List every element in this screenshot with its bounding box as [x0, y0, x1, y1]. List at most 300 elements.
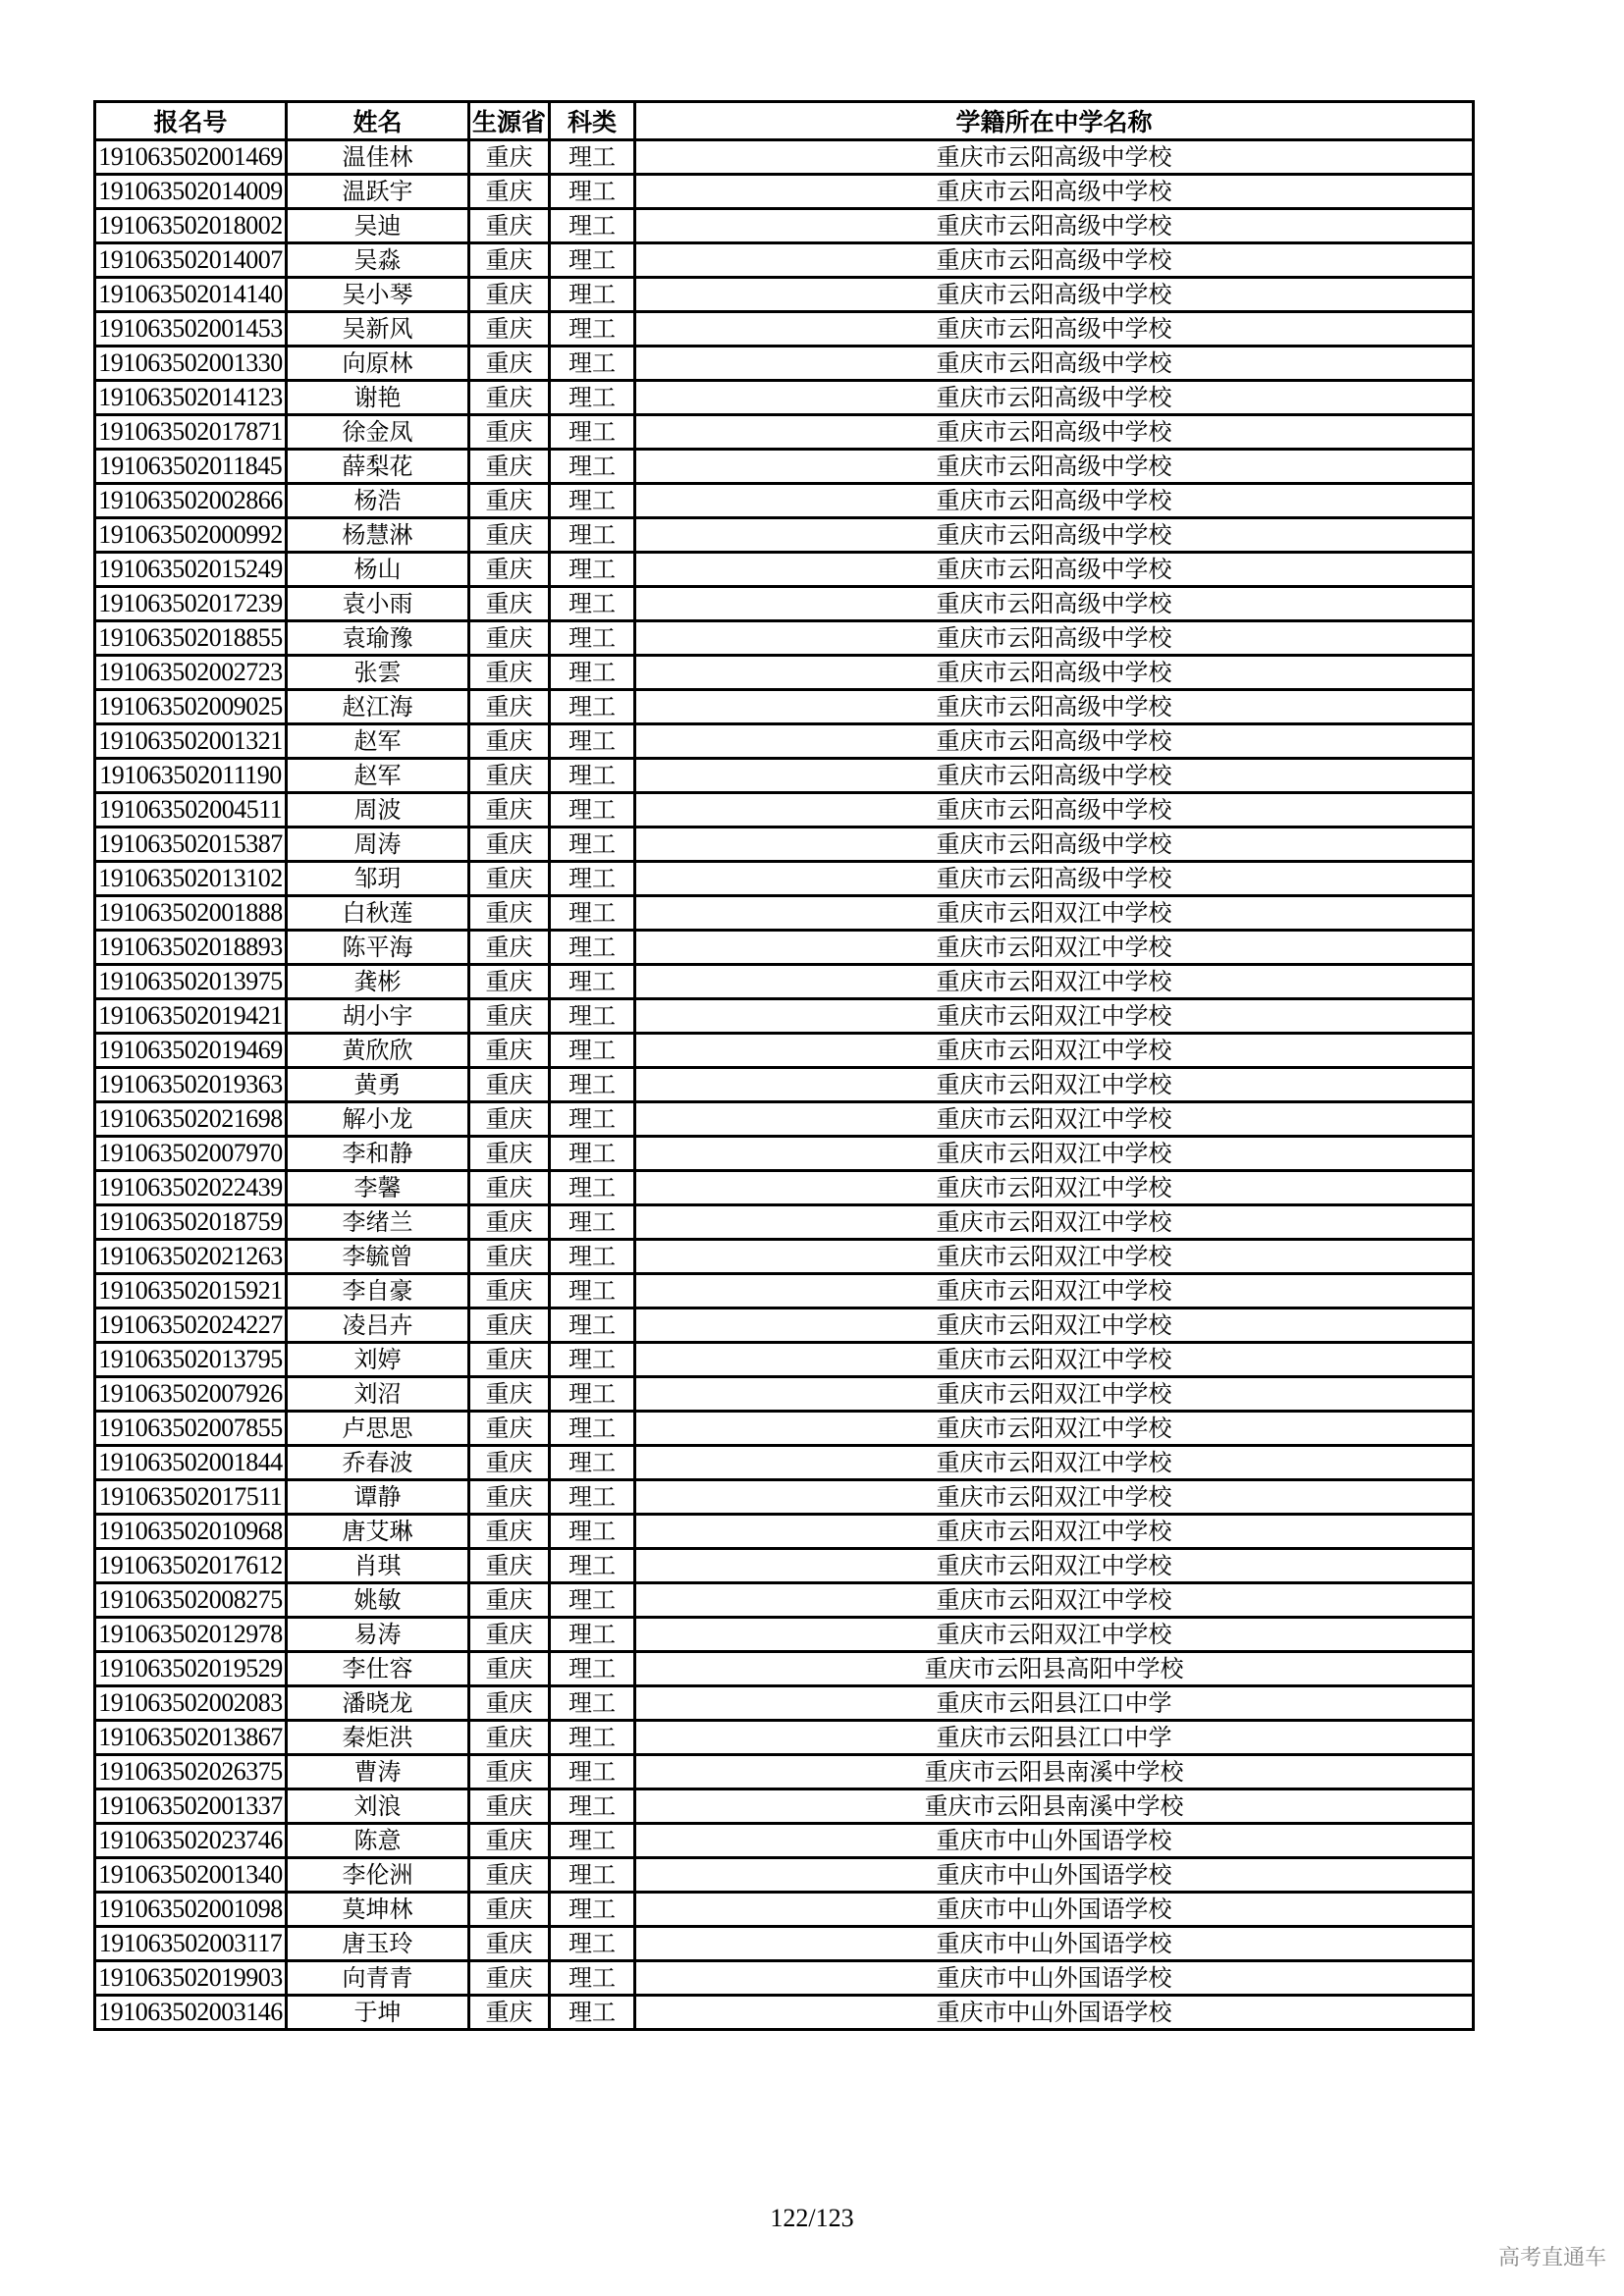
- cell-school: 重庆市中山外国语学校: [635, 1858, 1474, 1893]
- cell-school: 重庆市云阳高级中学校: [635, 862, 1474, 896]
- cell-name: 谭静: [287, 1480, 469, 1515]
- cell-province: 重庆: [469, 175, 550, 209]
- cell-registration-number: 191063502024227: [95, 1308, 287, 1343]
- header-school: 学籍所在中学名称: [635, 102, 1474, 140]
- cell-registration-number: 191063502007855: [95, 1412, 287, 1446]
- cell-name: 曹涛: [287, 1755, 469, 1789]
- table-row: [95, 209, 1474, 243]
- cell-registration-number: 191063502026375: [95, 1755, 287, 1789]
- cell-category: 理工: [550, 1927, 635, 1961]
- table-row: [95, 896, 1474, 931]
- table-row: [95, 415, 1474, 450]
- cell-name: 吴新风: [287, 312, 469, 347]
- cell-registration-number: 191063502014123: [95, 381, 287, 415]
- table-row: [95, 1137, 1474, 1171]
- cell-registration-number: 191063502001844: [95, 1446, 287, 1480]
- cell-school: 重庆市云阳双江中学校: [635, 965, 1474, 999]
- cell-name: 龚彬: [287, 965, 469, 999]
- cell-school: 重庆市云阳双江中学校: [635, 1412, 1474, 1446]
- cell-province: 重庆: [469, 1583, 550, 1618]
- table-row: [95, 1824, 1474, 1858]
- table-row: [95, 1927, 1474, 1961]
- cell-school: 重庆市云阳双江中学校: [635, 1343, 1474, 1377]
- cell-registration-number: 191063502014009: [95, 175, 287, 209]
- cell-province: 重庆: [469, 518, 550, 553]
- table-row: [95, 999, 1474, 1034]
- cell-school: 重庆市中山外国语学校: [635, 1996, 1474, 2030]
- cell-registration-number: 191063502011190: [95, 759, 287, 793]
- cell-name: 李毓曾: [287, 1240, 469, 1274]
- cell-registration-number: 191063502010968: [95, 1515, 287, 1549]
- cell-name: 李绪兰: [287, 1205, 469, 1240]
- cell-category: 理工: [550, 312, 635, 347]
- cell-school: 重庆市云阳双江中学校: [635, 1618, 1474, 1652]
- cell-category: 理工: [550, 209, 635, 243]
- cell-category: 理工: [550, 553, 635, 587]
- cell-province: 重庆: [469, 243, 550, 278]
- table-row: [95, 1618, 1474, 1652]
- table-row: [95, 1308, 1474, 1343]
- table-row: [95, 450, 1474, 484]
- cell-registration-number: 191063502008275: [95, 1583, 287, 1618]
- cell-category: 理工: [550, 140, 635, 175]
- cell-registration-number: 191063502001469: [95, 140, 287, 175]
- table-row: [95, 243, 1474, 278]
- table-row: [95, 724, 1474, 759]
- cell-registration-number: 191063502018759: [95, 1205, 287, 1240]
- cell-province: 重庆: [469, 621, 550, 656]
- cell-school: 重庆市云阳双江中学校: [635, 1446, 1474, 1480]
- table-row: [95, 587, 1474, 621]
- cell-registration-number: 191063502002723: [95, 656, 287, 690]
- cell-school: 重庆市云阳县高阳中学校: [635, 1652, 1474, 1686]
- cell-province: 重庆: [469, 1412, 550, 1446]
- cell-province: 重庆: [469, 140, 550, 175]
- cell-school: 重庆市云阳双江中学校: [635, 1034, 1474, 1068]
- cell-category: 理工: [550, 1034, 635, 1068]
- cell-category: 理工: [550, 415, 635, 450]
- cell-registration-number: 191063502000992: [95, 518, 287, 553]
- cell-school: 重庆市云阳双江中学校: [635, 1102, 1474, 1137]
- cell-school: 重庆市云阳高级中学校: [635, 724, 1474, 759]
- cell-name: 黄勇: [287, 1068, 469, 1102]
- cell-category: 理工: [550, 1721, 635, 1755]
- cell-name: 袁小雨: [287, 587, 469, 621]
- cell-registration-number: 191063502009025: [95, 690, 287, 724]
- cell-name: 赵军: [287, 759, 469, 793]
- cell-registration-number: 191063502001888: [95, 896, 287, 931]
- cell-school: 重庆市云阳高级中学校: [635, 175, 1474, 209]
- cell-registration-number: 191063502002083: [95, 1686, 287, 1721]
- cell-province: 重庆: [469, 553, 550, 587]
- table-row: [95, 518, 1474, 553]
- table-row: [95, 553, 1474, 587]
- cell-school: 重庆市中山外国语学校: [635, 1927, 1474, 1961]
- table-body: [95, 140, 1474, 2030]
- cell-name: 唐玉玲: [287, 1927, 469, 1961]
- table-row: [95, 1583, 1474, 1618]
- table-row: [95, 1996, 1474, 2030]
- admissions-table: [93, 100, 1475, 2031]
- cell-registration-number: 191063502007926: [95, 1377, 287, 1412]
- cell-province: 重庆: [469, 1996, 550, 2030]
- cell-school: 重庆市云阳县南溪中学校: [635, 1789, 1474, 1824]
- cell-school: 重庆市云阳双江中学校: [635, 999, 1474, 1034]
- table-row: [95, 312, 1474, 347]
- cell-province: 重庆: [469, 1721, 550, 1755]
- cell-name: 杨慧淋: [287, 518, 469, 553]
- cell-province: 重庆: [469, 1858, 550, 1893]
- cell-name: 吴迪: [287, 209, 469, 243]
- cell-name: 于坤: [287, 1996, 469, 2030]
- cell-school: 重庆市云阳双江中学校: [635, 1240, 1474, 1274]
- table-row: [95, 1686, 1474, 1721]
- cell-school: 重庆市云阳高级中学校: [635, 209, 1474, 243]
- cell-name: 张雲: [287, 656, 469, 690]
- cell-name: 解小龙: [287, 1102, 469, 1137]
- cell-province: 重庆: [469, 381, 550, 415]
- cell-school: 重庆市云阳双江中学校: [635, 1171, 1474, 1205]
- cell-category: 理工: [550, 1446, 635, 1480]
- cell-name: 赵军: [287, 724, 469, 759]
- cell-name: 薛梨花: [287, 450, 469, 484]
- table-row: [95, 1240, 1474, 1274]
- cell-school: 重庆市云阳双江中学校: [635, 931, 1474, 965]
- cell-category: 理工: [550, 1549, 635, 1583]
- cell-province: 重庆: [469, 1480, 550, 1515]
- header-name: 姓名: [287, 102, 469, 140]
- cell-school: 重庆市中山外国语学校: [635, 1824, 1474, 1858]
- cell-school: 重庆市云阳县江口中学: [635, 1686, 1474, 1721]
- cell-school: 重庆市云阳双江中学校: [635, 896, 1474, 931]
- table-row: [95, 1893, 1474, 1927]
- cell-category: 理工: [550, 1171, 635, 1205]
- cell-category: 理工: [550, 1480, 635, 1515]
- cell-school: 重庆市云阳高级中学校: [635, 140, 1474, 175]
- cell-category: 理工: [550, 1102, 635, 1137]
- cell-registration-number: 191063502019903: [95, 1961, 287, 1996]
- table-row: [95, 931, 1474, 965]
- cell-province: 重庆: [469, 965, 550, 999]
- cell-province: 重庆: [469, 1446, 550, 1480]
- cell-name: 吴小琴: [287, 278, 469, 312]
- table-row: [95, 828, 1474, 862]
- table-row: [95, 1755, 1474, 1789]
- table-row: [95, 484, 1474, 518]
- cell-school: 重庆市云阳高级中学校: [635, 347, 1474, 381]
- cell-province: 重庆: [469, 1515, 550, 1549]
- cell-school: 重庆市云阳双江中学校: [635, 1308, 1474, 1343]
- cell-province: 重庆: [469, 1377, 550, 1412]
- watermark: 高考直通车: [1497, 2246, 1606, 2270]
- cell-registration-number: 191063502001337: [95, 1789, 287, 1824]
- cell-province: 重庆: [469, 347, 550, 381]
- cell-registration-number: 191063502017612: [95, 1549, 287, 1583]
- table-row: [95, 1961, 1474, 1996]
- cell-category: 理工: [550, 1961, 635, 1996]
- cell-name: 周波: [287, 793, 469, 828]
- table-row: [95, 621, 1474, 656]
- cell-category: 理工: [550, 1515, 635, 1549]
- cell-province: 重庆: [469, 828, 550, 862]
- cell-registration-number: 191063502017871: [95, 415, 287, 450]
- cell-school: 重庆市云阳高级中学校: [635, 690, 1474, 724]
- cell-registration-number: 191063502018002: [95, 209, 287, 243]
- cell-province: 重庆: [469, 999, 550, 1034]
- table-row: [95, 278, 1474, 312]
- cell-category: 理工: [550, 1824, 635, 1858]
- cell-registration-number: 191063502003146: [95, 1996, 287, 2030]
- cell-school: 重庆市云阳高级中学校: [635, 656, 1474, 690]
- cell-school: 重庆市云阳高级中学校: [635, 450, 1474, 484]
- table-row: [95, 1789, 1474, 1824]
- cell-school: 重庆市云阳双江中学校: [635, 1515, 1474, 1549]
- cell-registration-number: 191063502017239: [95, 587, 287, 621]
- cell-category: 理工: [550, 1274, 635, 1308]
- cell-name: 潘晓龙: [287, 1686, 469, 1721]
- cell-category: 理工: [550, 175, 635, 209]
- cell-province: 重庆: [469, 1171, 550, 1205]
- cell-province: 重庆: [469, 1240, 550, 1274]
- cell-category: 理工: [550, 862, 635, 896]
- cell-school: 重庆市云阳高级中学校: [635, 243, 1474, 278]
- cell-province: 重庆: [469, 1102, 550, 1137]
- cell-school: 重庆市云阳双江中学校: [635, 1549, 1474, 1583]
- cell-registration-number: 191063502001330: [95, 347, 287, 381]
- cell-category: 理工: [550, 1205, 635, 1240]
- table-row: [95, 1102, 1474, 1137]
- cell-name: 刘浪: [287, 1789, 469, 1824]
- cell-name: 温佳林: [287, 140, 469, 175]
- cell-school: 重庆市云阳高级中学校: [635, 587, 1474, 621]
- cell-school: 重庆市云阳双江中学校: [635, 1205, 1474, 1240]
- table-row: [95, 793, 1474, 828]
- cell-registration-number: 191063502021698: [95, 1102, 287, 1137]
- cell-province: 重庆: [469, 724, 550, 759]
- cell-school: 重庆市云阳高级中学校: [635, 381, 1474, 415]
- cell-registration-number: 191063502015249: [95, 553, 287, 587]
- cell-category: 理工: [550, 1755, 635, 1789]
- cell-category: 理工: [550, 381, 635, 415]
- cell-category: 理工: [550, 965, 635, 999]
- cell-registration-number: 191063502019469: [95, 1034, 287, 1068]
- cell-name: 吴淼: [287, 243, 469, 278]
- cell-school: 重庆市云阳双江中学校: [635, 1377, 1474, 1412]
- cell-registration-number: 191063502019421: [95, 999, 287, 1034]
- table-row: [95, 1858, 1474, 1893]
- cell-category: 理工: [550, 1893, 635, 1927]
- cell-province: 重庆: [469, 1686, 550, 1721]
- cell-registration-number: 191063502018855: [95, 621, 287, 656]
- cell-name: 温跃宇: [287, 175, 469, 209]
- cell-province: 重庆: [469, 656, 550, 690]
- cell-province: 重庆: [469, 1549, 550, 1583]
- table-row: [95, 1721, 1474, 1755]
- cell-school: 重庆市中山外国语学校: [635, 1893, 1474, 1927]
- cell-category: 理工: [550, 1789, 635, 1824]
- cell-name: 凌吕卉: [287, 1308, 469, 1343]
- cell-registration-number: 191063502013867: [95, 1721, 287, 1755]
- cell-name: 易涛: [287, 1618, 469, 1652]
- cell-registration-number: 191063502001321: [95, 724, 287, 759]
- cell-category: 理工: [550, 1240, 635, 1274]
- cell-registration-number: 191063502001453: [95, 312, 287, 347]
- cell-school: 重庆市中山外国语学校: [635, 1961, 1474, 1996]
- table-row: [95, 690, 1474, 724]
- cell-school: 重庆市云阳高级中学校: [635, 278, 1474, 312]
- cell-school: 重庆市云阳高级中学校: [635, 484, 1474, 518]
- cell-name: 李馨: [287, 1171, 469, 1205]
- cell-province: 重庆: [469, 1961, 550, 1996]
- cell-name: 周涛: [287, 828, 469, 862]
- cell-name: 袁瑜豫: [287, 621, 469, 656]
- cell-name: 刘沼: [287, 1377, 469, 1412]
- cell-school: 重庆市云阳双江中学校: [635, 1480, 1474, 1515]
- cell-province: 重庆: [469, 759, 550, 793]
- header-province: 生源省: [469, 102, 550, 140]
- cell-province: 重庆: [469, 690, 550, 724]
- header-category: 科类: [550, 102, 635, 140]
- cell-name: 李自豪: [287, 1274, 469, 1308]
- cell-category: 理工: [550, 690, 635, 724]
- cell-registration-number: 191063502007970: [95, 1137, 287, 1171]
- cell-registration-number: 191063502012978: [95, 1618, 287, 1652]
- cell-category: 理工: [550, 1686, 635, 1721]
- cell-province: 重庆: [469, 1274, 550, 1308]
- cell-province: 重庆: [469, 450, 550, 484]
- cell-school: 重庆市云阳高级中学校: [635, 621, 1474, 656]
- cell-name: 徐金凤: [287, 415, 469, 450]
- cell-school: 重庆市云阳高级中学校: [635, 759, 1474, 793]
- table-row: [95, 381, 1474, 415]
- table-row: [95, 1412, 1474, 1446]
- cell-province: 重庆: [469, 278, 550, 312]
- cell-registration-number: 191063502021263: [95, 1240, 287, 1274]
- cell-category: 理工: [550, 896, 635, 931]
- cell-province: 重庆: [469, 931, 550, 965]
- cell-province: 重庆: [469, 1343, 550, 1377]
- cell-registration-number: 191063502013795: [95, 1343, 287, 1377]
- table-header-row: [95, 102, 1474, 140]
- cell-name: 唐艾琳: [287, 1515, 469, 1549]
- cell-category: 理工: [550, 759, 635, 793]
- cell-category: 理工: [550, 518, 635, 553]
- cell-category: 理工: [550, 931, 635, 965]
- cell-registration-number: 191063502001098: [95, 1893, 287, 1927]
- table-row: [95, 1515, 1474, 1549]
- cell-category: 理工: [550, 1068, 635, 1102]
- cell-school: 重庆市云阳高级中学校: [635, 415, 1474, 450]
- cell-school: 重庆市云阳县江口中学: [635, 1721, 1474, 1755]
- cell-province: 重庆: [469, 896, 550, 931]
- cell-category: 理工: [550, 724, 635, 759]
- cell-registration-number: 191063502015387: [95, 828, 287, 862]
- table-row: [95, 1068, 1474, 1102]
- cell-name: 李仕容: [287, 1652, 469, 1686]
- cell-school: 重庆市云阳高级中学校: [635, 312, 1474, 347]
- cell-name: 向原林: [287, 347, 469, 381]
- table-row: [95, 965, 1474, 999]
- cell-province: 重庆: [469, 415, 550, 450]
- cell-registration-number: 191063502004511: [95, 793, 287, 828]
- cell-category: 理工: [550, 793, 635, 828]
- cell-registration-number: 191063502002866: [95, 484, 287, 518]
- cell-province: 重庆: [469, 1893, 550, 1927]
- table-row: [95, 1205, 1474, 1240]
- cell-registration-number: 191063502018893: [95, 931, 287, 965]
- header-registration-number: 报名号: [95, 102, 287, 140]
- cell-category: 理工: [550, 1858, 635, 1893]
- cell-province: 重庆: [469, 1308, 550, 1343]
- table-row: [95, 347, 1474, 381]
- cell-name: 谢艳: [287, 381, 469, 415]
- cell-category: 理工: [550, 999, 635, 1034]
- cell-category: 理工: [550, 1343, 635, 1377]
- cell-name: 陈意: [287, 1824, 469, 1858]
- cell-name: 刘婷: [287, 1343, 469, 1377]
- cell-category: 理工: [550, 656, 635, 690]
- cell-name: 杨浩: [287, 484, 469, 518]
- cell-province: 重庆: [469, 1789, 550, 1824]
- cell-registration-number: 191063502022439: [95, 1171, 287, 1205]
- cell-category: 理工: [550, 1996, 635, 2030]
- cell-province: 重庆: [469, 312, 550, 347]
- cell-registration-number: 191063502019363: [95, 1068, 287, 1102]
- cell-province: 重庆: [469, 1137, 550, 1171]
- cell-province: 重庆: [469, 793, 550, 828]
- cell-category: 理工: [550, 450, 635, 484]
- cell-registration-number: 191063502014140: [95, 278, 287, 312]
- table-row: [95, 1343, 1474, 1377]
- cell-name: 李伦洲: [287, 1858, 469, 1893]
- cell-category: 理工: [550, 1618, 635, 1652]
- cell-school: 重庆市云阳县南溪中学校: [635, 1755, 1474, 1789]
- cell-school: 重庆市云阳双江中学校: [635, 1583, 1474, 1618]
- cell-category: 理工: [550, 1308, 635, 1343]
- cell-name: 姚敏: [287, 1583, 469, 1618]
- cell-school: 重庆市云阳高级中学校: [635, 518, 1474, 553]
- table-row: [95, 1377, 1474, 1412]
- table-row: [95, 1446, 1474, 1480]
- cell-name: 向青青: [287, 1961, 469, 1996]
- cell-province: 重庆: [469, 209, 550, 243]
- cell-province: 重庆: [469, 1927, 550, 1961]
- table-row: [95, 1034, 1474, 1068]
- cell-province: 重庆: [469, 1034, 550, 1068]
- cell-name: 李和静: [287, 1137, 469, 1171]
- cell-registration-number: 191063502015921: [95, 1274, 287, 1308]
- cell-province: 重庆: [469, 1618, 550, 1652]
- table-row: [95, 1549, 1474, 1583]
- cell-category: 理工: [550, 587, 635, 621]
- cell-province: 重庆: [469, 1652, 550, 1686]
- cell-name: 乔春波: [287, 1446, 469, 1480]
- table-row: [95, 862, 1474, 896]
- cell-school: 重庆市云阳双江中学校: [635, 1274, 1474, 1308]
- cell-name: 杨山: [287, 553, 469, 587]
- cell-category: 理工: [550, 278, 635, 312]
- table-row: [95, 1652, 1474, 1686]
- cell-name: 白秋莲: [287, 896, 469, 931]
- cell-category: 理工: [550, 243, 635, 278]
- cell-name: 邹玥: [287, 862, 469, 896]
- cell-category: 理工: [550, 484, 635, 518]
- cell-category: 理工: [550, 1137, 635, 1171]
- cell-name: 肖琪: [287, 1549, 469, 1583]
- cell-category: 理工: [550, 828, 635, 862]
- cell-registration-number: 191063502003117: [95, 1927, 287, 1961]
- cell-province: 重庆: [469, 1205, 550, 1240]
